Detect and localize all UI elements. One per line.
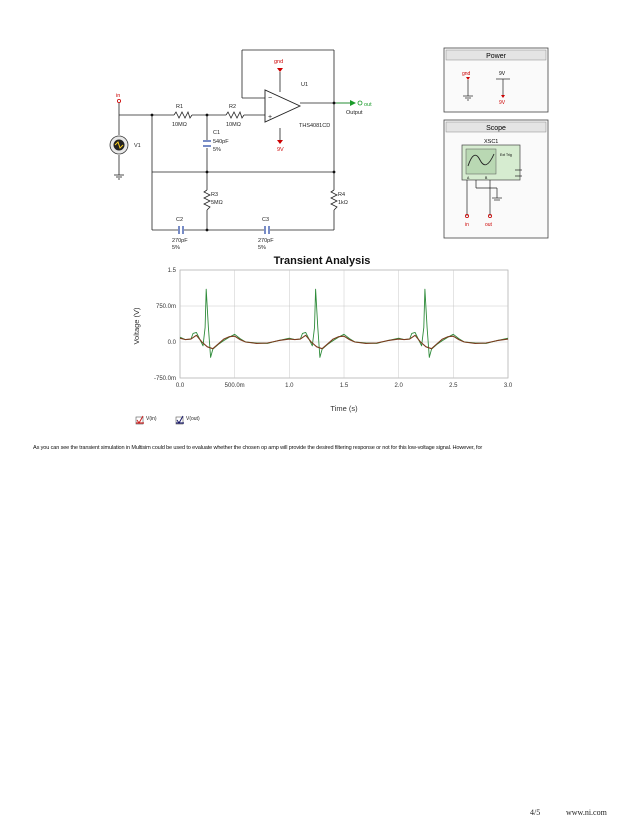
scope-ext-trig: Ext Trig: [500, 153, 512, 157]
x-tick-label: 1.5: [339, 383, 349, 389]
label-r3-value: 5MΩ: [211, 200, 223, 206]
label-in: in: [116, 93, 121, 99]
label-gnd: gnd: [274, 59, 284, 65]
label-v1: V1: [134, 143, 141, 149]
label-r1-value: 10MΩ: [172, 122, 187, 128]
legend-vin-label: V(in): [146, 416, 157, 422]
chart-y-axis-label: Voltage (V): [132, 307, 141, 345]
y-tick-label: 1.5: [167, 268, 176, 274]
power-gnd-label: gnd: [462, 71, 471, 77]
scope-name: XSC1: [484, 139, 499, 145]
label-c1-value: 540pF: [213, 139, 229, 145]
label-c1-tol: 5%: [213, 147, 221, 153]
y-tick-label: 0.0: [167, 340, 176, 346]
label-c1-name: C1: [213, 130, 221, 136]
scope-out-label: out: [485, 222, 492, 228]
scope-in-label: in: [465, 222, 469, 228]
scope-title: Scope: [486, 125, 506, 132]
label-c2-value: 270pF: [172, 238, 188, 244]
label-r3-name: R3: [211, 192, 219, 198]
page-number: 4/5: [530, 808, 541, 817]
x-tick-label: 500.0m: [224, 383, 245, 389]
label-9v: 9V: [277, 147, 284, 153]
label-c2-tol: 5%: [172, 245, 180, 251]
label-r4-value: 1kΩ: [338, 200, 348, 206]
label-op-amp-part: THS4081CD: [299, 123, 331, 129]
scope-b: B: [485, 176, 488, 180]
scope-a: A: [467, 176, 470, 180]
label-output: Output: [346, 110, 363, 116]
label-c3-value: 270pF: [258, 238, 274, 244]
label-r1-name: R1: [176, 104, 184, 110]
label-c3-name: C3: [262, 217, 270, 223]
label-r2-name: R2: [229, 104, 237, 110]
chart-x-axis-label: Time (s): [330, 404, 358, 413]
power-title: Power: [486, 53, 506, 60]
label-out: out: [364, 102, 372, 108]
label-r2-value: 10MΩ: [226, 122, 241, 128]
legend-vout-label: V(out): [186, 416, 200, 422]
y-tick-label: -750.0m: [153, 376, 176, 382]
chart-legend: [136, 416, 200, 424]
svg-text:−: −: [268, 95, 273, 102]
label-c3-tol: 5%: [258, 245, 266, 251]
x-tick-label: 1.0: [285, 383, 294, 389]
power-9v-label: 9V: [499, 71, 506, 77]
label-c2-name: C2: [176, 217, 184, 223]
svg-text:+: +: [268, 114, 273, 121]
y-tick-label: 750.0m: [155, 304, 176, 310]
power-9v-label-2: 9V: [499, 100, 506, 106]
x-tick-label: 3.0: [503, 383, 513, 389]
label-u1: U1: [301, 82, 309, 88]
site-url: www.ni.com: [566, 808, 607, 817]
x-tick-label: 0.0: [175, 383, 185, 389]
chart-title: Transient Analysis: [273, 255, 371, 267]
x-tick-label: 2.5: [449, 383, 458, 389]
x-tick-label: 2.0: [394, 383, 403, 389]
body-paragraph: As you can see the transient simulation in Multisim could be used to evaluate whether the chosen op amp will provide the desired filtering response or not for this low-voltage signal. However, for: [33, 445, 483, 451]
label-r4-name: R4: [338, 192, 346, 198]
